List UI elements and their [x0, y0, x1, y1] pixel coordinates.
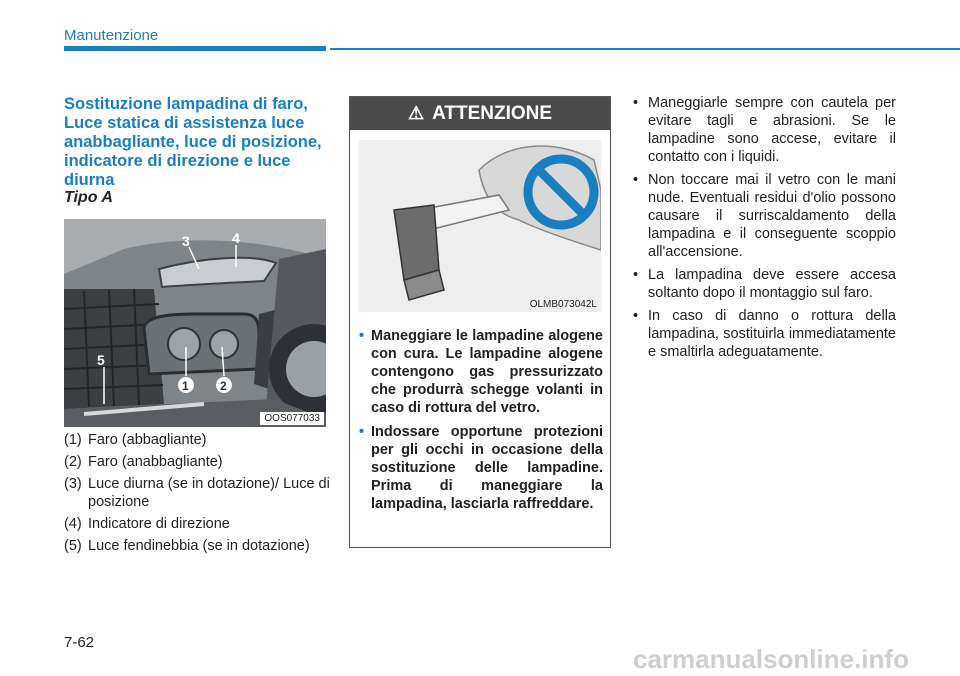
- headlamp-photo: [64, 219, 326, 427]
- section-title: Sostituzione lampadina di faro, Luce statica di assistenza luce anabbagliante, luce di posizione, indicatore di direzione e luce diurna: [64, 95, 322, 189]
- bullet-icon: •: [633, 308, 639, 324]
- warning-header: [350, 97, 610, 130]
- warning-triangle-icon: ⚠: [407, 103, 425, 123]
- warning-image: [359, 140, 601, 312]
- warning-item: [359, 327, 603, 417]
- callout-4: 4: [232, 230, 240, 246]
- warning-item: [359, 423, 603, 513]
- callout-2: 2: [220, 379, 227, 393]
- legend-number: (4): [64, 516, 82, 532]
- legend-list: [64, 431, 334, 559]
- callout-5: 5: [97, 352, 105, 368]
- legend-number: (1): [64, 432, 82, 448]
- legend-text: Faro (anabbagliante): [88, 454, 223, 470]
- legend-item: [64, 431, 334, 449]
- header-bar-thin: [330, 48, 960, 50]
- watermark: carmanualsonline.info: [633, 644, 909, 674]
- subtitle: Tipo A: [64, 189, 113, 206]
- legend-text: Indicatore di direzione: [88, 516, 230, 532]
- legend-item: [64, 537, 334, 555]
- car-front-illustration: [64, 219, 326, 427]
- photo-code: OOS077033: [260, 412, 324, 425]
- legend-text: Luce diurna (se in dotazione)/ Luce di posizione: [88, 476, 330, 510]
- legend-item: [64, 453, 334, 471]
- bulb-handling-illustration: [359, 140, 601, 312]
- caution-text: Non toccare mai il vetro con le mani nude. Eventuali residui d'olio possono causare il surriscaldamento della lampadina e il conseguente scoppio all'accensione.: [648, 172, 896, 260]
- caution-text: Maneggiarle sempre con cautela per evitare tagli e abrasioni. Se le lampadine sono accese, evitare il contatto con i liquidi.: [648, 95, 896, 165]
- caution-text: La lampadina deve essere accesa soltanto dopo il montaggio sul faro.: [648, 267, 896, 301]
- warning-text: Maneggiare le lampadine alogene con cura. Le lampadine alogene contengono gas pressurizzato che produrrà schegge volanti in caso di rottura del vetro.: [371, 328, 603, 416]
- caution-item: [633, 94, 896, 166]
- bullet-icon: •: [633, 172, 639, 188]
- caution-item: [633, 171, 896, 261]
- warning-title: ATTENZIONE: [432, 102, 553, 124]
- header-bar-thick: [64, 46, 326, 51]
- bullet-icon: •: [359, 328, 365, 344]
- callout-3: 3: [182, 233, 190, 249]
- page-number: 7-62: [64, 634, 95, 651]
- warning-box: [349, 96, 611, 548]
- warning-text: Indossare opportune protezioni per gli occhi in occasione della sostituzione delle lampadine. Prima di maneggiare la lampadina, lasciarla raffreddare.: [371, 424, 603, 512]
- legend-text: Faro (abbagliante): [88, 432, 207, 448]
- caution-item: [633, 307, 896, 361]
- caution-text: In caso di danno o rottura della lampadina, sostituirla immediatamente e smaltirla adeguatamente.: [648, 308, 896, 360]
- section-label: Manutenzione: [64, 27, 159, 44]
- warning-image-code: OLMB073042L: [529, 299, 597, 310]
- bullet-icon: •: [633, 95, 639, 111]
- caution-item: [633, 266, 896, 302]
- legend-text: Luce fendinebbia (se in dotazione): [88, 538, 310, 554]
- legend-number: (5): [64, 538, 82, 554]
- bullet-icon: •: [633, 267, 639, 283]
- legend-number: (3): [64, 476, 82, 492]
- callout-1: 1: [182, 379, 189, 393]
- warning-list: [359, 327, 603, 519]
- caution-list: [633, 94, 896, 366]
- legend-item: [64, 515, 334, 533]
- legend-number: (2): [64, 454, 82, 470]
- bullet-icon: •: [359, 424, 365, 440]
- legend-item: [64, 475, 334, 511]
